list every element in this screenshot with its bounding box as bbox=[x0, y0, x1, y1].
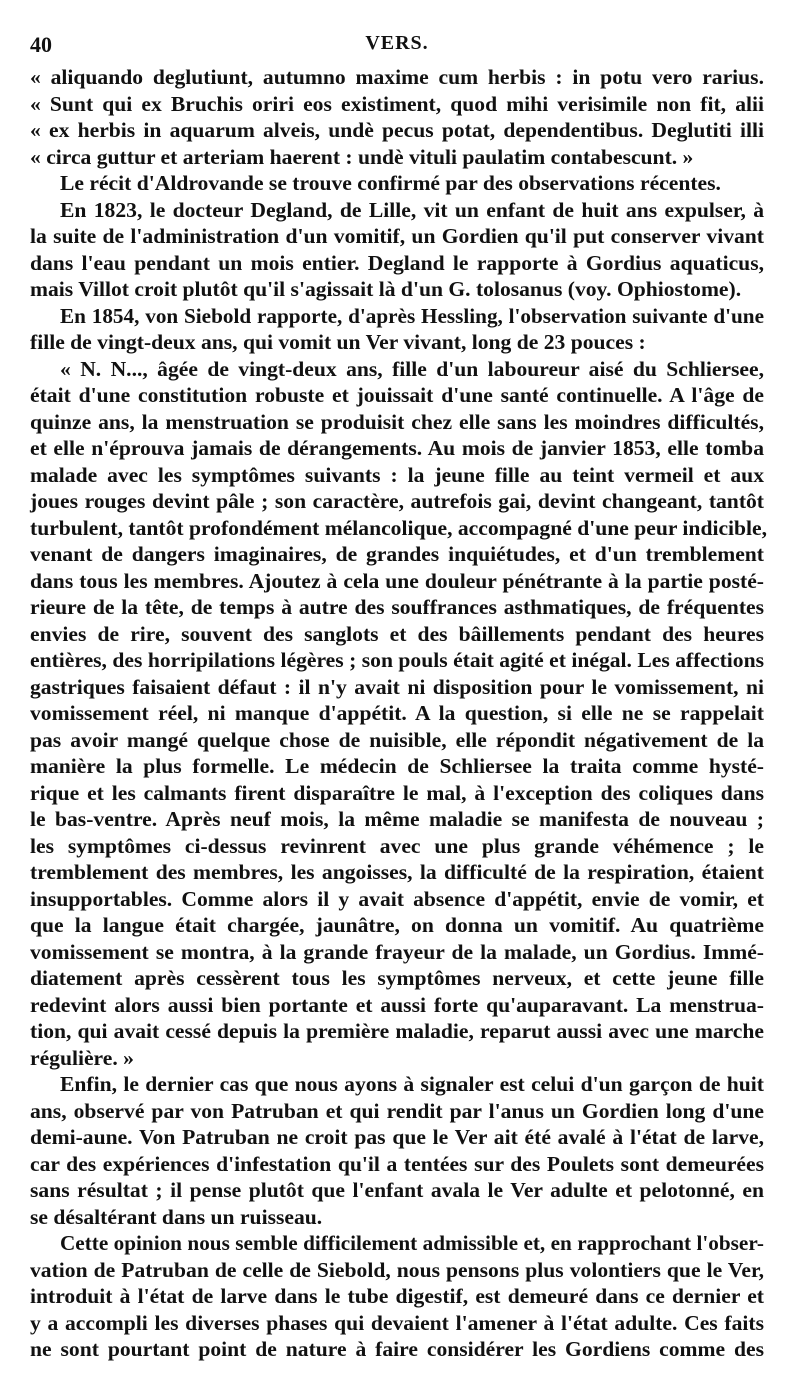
body-text bbox=[30, 64, 768, 1363]
text-line: tion, qui avait cessé depuis la première maladie, reparut aussi avec une marche bbox=[30, 1019, 764, 1043]
text-line: que la langue était chargée, jaunâtre, on donna un vomitif. Au quatrième bbox=[30, 913, 764, 937]
text-line: En 1823, le docteur Degland, de Lille, vit un enfant de huit ans expulser, à bbox=[60, 197, 764, 222]
text-line: ne sont pourtant point de nature à faire considérer les Gordiens comme des bbox=[30, 1337, 764, 1361]
text-line: car des expériences d'infestation qu'il a tentées sur des Poulets sont demeurées bbox=[30, 1151, 764, 1176]
text-line: la suite de l'administration d'un vomitif, un Gordien qu'il put conserver vivant bbox=[30, 224, 764, 248]
text-line: était d'une constitution robuste et jouissait d'une santé continuelle. A l'âge de bbox=[30, 383, 764, 407]
text-line: fille de vingt-deux ans, qui vomit un Ver vivant, long de 23 pouces : bbox=[30, 330, 646, 354]
text-line: Enfin, le dernier cas que nous ayons à signaler est celui d'un garçon de huit bbox=[60, 1072, 764, 1096]
text-line: quinze ans, la menstruation se produisit chez elle sans les moindres difficultés, bbox=[30, 409, 764, 434]
page-number: 40 bbox=[30, 32, 52, 57]
text-line: le bas-ventre. Après neuf mois, la même maladie se manifesta de nouveau ; bbox=[30, 807, 764, 831]
text-line: y a accompli les diverses phases qui devaient l'amener à l'état adulte. Ces faits bbox=[30, 1310, 764, 1335]
text-line: régulière. » bbox=[30, 1045, 134, 1070]
text-line: venant de dangers imaginaires, de grandes inquiétudes, et d'un tremblement bbox=[30, 542, 764, 566]
text-line: malade avec les symptômes suivants : la jeune fille au teint vermeil et aux bbox=[30, 462, 764, 487]
text-line: « circa guttur et arteriam haerent : undè vituli paulatim contabescunt. » bbox=[30, 144, 694, 169]
text-line: dans tous les membres. Ajoutez à cela une douleur pénétrante à la partie posté- bbox=[30, 568, 764, 593]
text-line: demi-aune. Von Patruban ne croit pas que le Ver ait été avalé à l'état de larve, bbox=[30, 1125, 764, 1149]
text-line: et elle n'éprouva jamais de dérangements. Au mois de janvier 1853, elle tomba bbox=[30, 436, 764, 460]
running-head: VERS. bbox=[365, 32, 429, 54]
text-line: se désaltérant dans un ruisseau. bbox=[30, 1204, 323, 1229]
text-line: insupportables. Comme alors il y avait absence d'appétit, envie de vomir, et bbox=[30, 886, 764, 911]
text-line: Le récit d'Aldrovande se trouve confirmé par des observations récentes. bbox=[60, 171, 721, 195]
text-line: introduit à l'état de larve dans le tube digestif, est demeuré dans ce dernier et bbox=[30, 1284, 764, 1308]
text-line: dans l'eau pendant un mois entier. Degland le rapporte à Gordius aquaticus, bbox=[30, 250, 764, 275]
text-line: redevint alors aussi bien portante et aussi forte qu'auparavant. La menstrua- bbox=[30, 992, 764, 1017]
text-line: pas avoir mangé quelque chose de nuisible, elle répondit négativement de la bbox=[30, 727, 764, 752]
text-line: « Sunt qui ex Bruchis oriri eos existiment, quod mihi verisimile non fit, alii bbox=[30, 91, 764, 116]
text-line: En 1854, von Siebold rapporte, d'après Hessling, l'observation suivante d'une bbox=[60, 303, 764, 328]
text-line: rieure de la tête, de temps à autre des souffrances asthmatiques, de fréquentes bbox=[30, 595, 764, 619]
text-line: ans, observé par von Patruban et qui rendit par l'anus un Gordien long d'une bbox=[30, 1098, 764, 1123]
text-line: mais Villot croit plutôt qu'il s'agissait là d'un G. tolosanus (voy. Ophiostome). bbox=[30, 277, 742, 301]
page-header bbox=[30, 28, 764, 64]
text-line: « N. N..., âgée de vingt-deux ans, fille d'un laboureur aisé du Schliersee, bbox=[60, 356, 764, 381]
text-line: rique et les calmants firent disparaître le mal, à l'exception des coliques dans bbox=[30, 780, 764, 805]
text-line: manière la plus formelle. Le médecin de Schliersee la traita comme hysté- bbox=[30, 754, 764, 778]
text-line: « ex herbis in aquarum alveis, undè pecus potat, dependentibus. Deglutiti illi bbox=[30, 118, 764, 142]
text-line: sans résultat ; il pense plutôt que l'enfant avala le Ver adulte et pelotonné, en bbox=[30, 1178, 764, 1202]
text-line: turbulent, tantôt profondément mélancolique, accompagné d'une peur indicible, bbox=[30, 515, 768, 540]
text-line: les symptômes ci-dessus revinrent avec une plus grande véhémence ; le bbox=[30, 833, 764, 858]
text-line: Cette opinion nous semble difficilement admissible et, en rapprochant l'obser- bbox=[60, 1231, 764, 1255]
text-line: gastriques faisaient défaut : il n'y avait ni disposition pour le vomissement, ni bbox=[30, 674, 764, 699]
text-line: diatement après cessèrent tous les symptômes nerveux, et cette jeune fille bbox=[30, 966, 764, 990]
text-line: envies de rire, souvent des sanglots et des bâillements pendant des heures bbox=[30, 621, 764, 646]
text-line: vomissement réel, ni manque d'appétit. A la question, si elle ne se rappelait bbox=[30, 701, 764, 725]
text-line: entières, des horripilations légères ; son pouls était agité et inégal. Les affections bbox=[30, 648, 764, 672]
text-line: joues rouges devint pâle ; son caractère, autrefois gai, devint changeant, tantôt bbox=[30, 489, 764, 513]
text-line: vomissement se montra, à la grande frayeur de la malade, un Gordius. Immé- bbox=[30, 939, 764, 964]
text-line: vation de Patruban de celle de Siebold, nous pensons plus volontiers que le Ver, bbox=[30, 1257, 764, 1282]
text-line: tremblement des membres, les angoisses, la difficulté de la respiration, étaient bbox=[30, 860, 764, 884]
text-line: « aliquando deglutiunt, autumno maxime cum herbis : in potu vero rarius. bbox=[30, 65, 764, 89]
